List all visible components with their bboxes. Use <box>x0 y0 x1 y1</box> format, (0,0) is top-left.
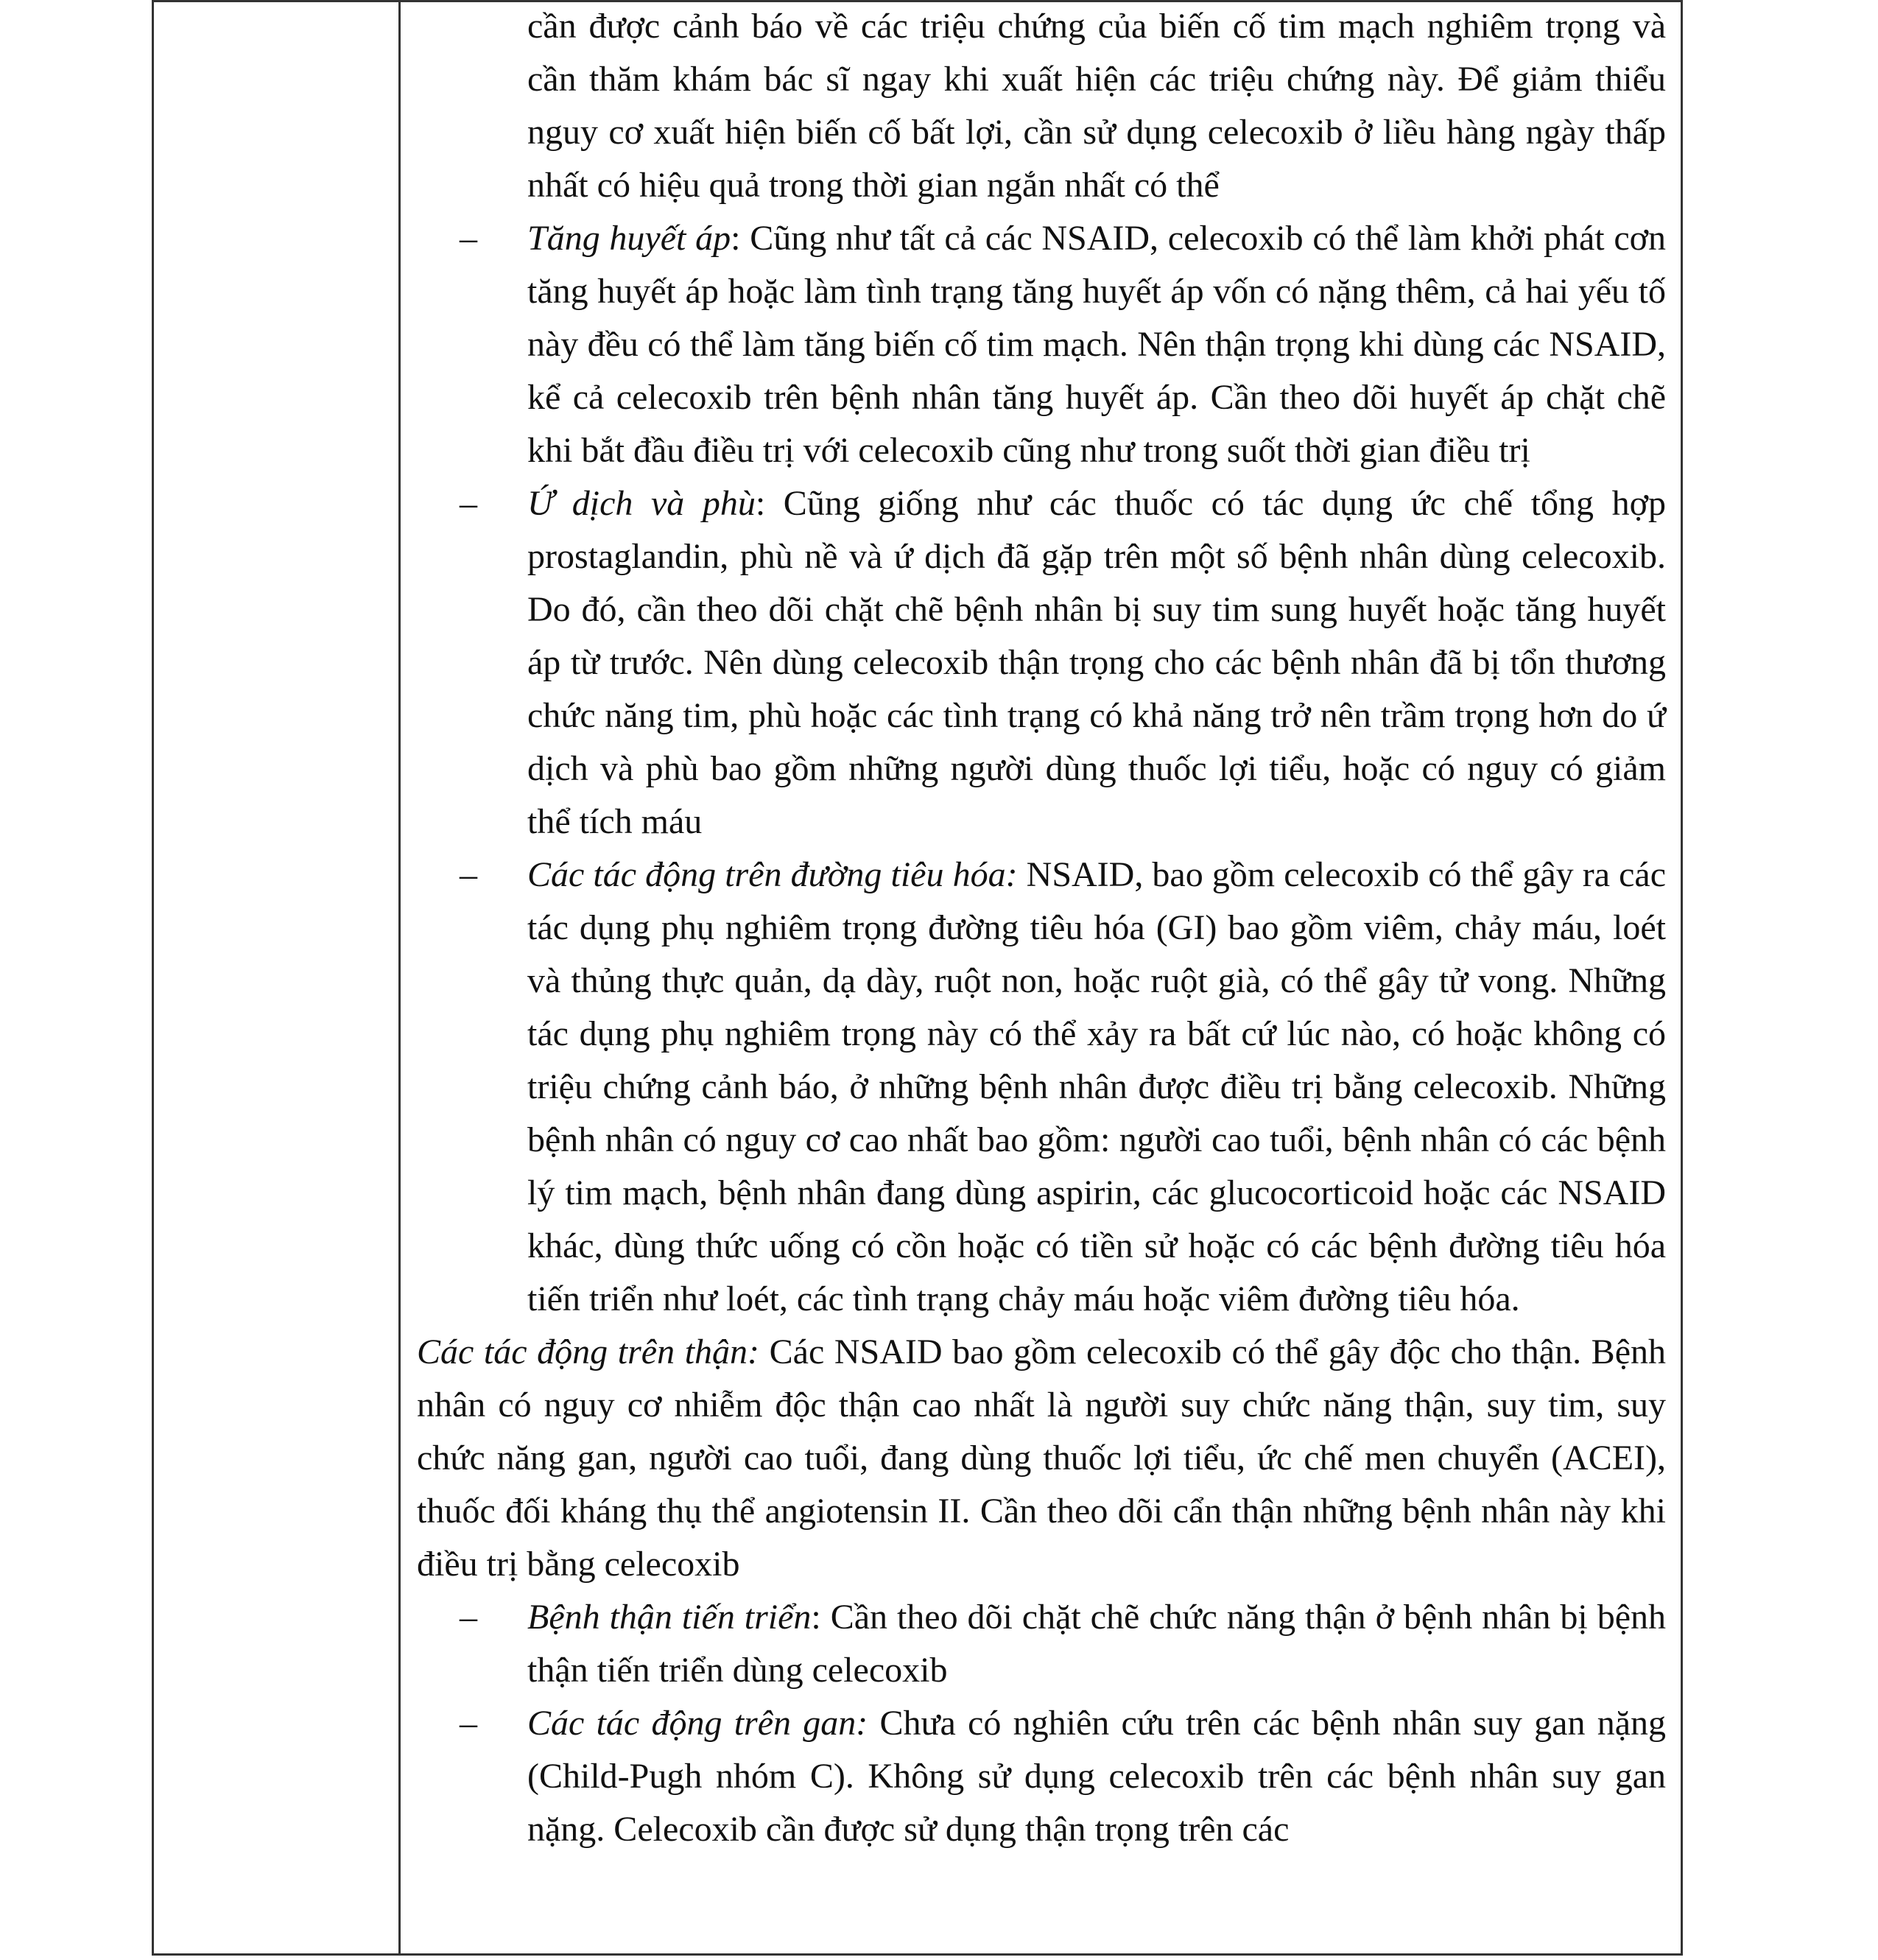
renal-text: Các NSAID bao gồm celecoxib có thể gây độc cho thận. Bệnh nhân có nguy cơ nhiễm độc thận cao nhất là người suy chức năng thận, suy tim, suy chức năng gan, người cao tuổi, đang dùng thuốc lợi tiểu, ức chế men chuyển (ACEI), thuốc đối kháng thụ thể angiotensin II. Cần theo dõi cẩn thận những bệnh nhân này khi điều trị bằng celecoxib <box>417 1332 1666 1584</box>
table-cell-content <box>417 0 1666 1856</box>
dash-bullet: – <box>460 1598 477 1637</box>
dash-bullet: – <box>460 484 477 523</box>
list-item-title: Các tác động trên đường tiêu hóa: <box>527 855 1018 894</box>
dash-bullet: – <box>460 855 477 894</box>
list-item <box>417 212 1666 477</box>
list-item-body <box>527 1591 1666 1697</box>
list-item <box>417 1591 1666 1697</box>
list-item-text: NSAID, bao gồm celecoxib có thể gây ra các tác dụng phụ nghiêm trọng đường tiêu hóa (GI) bao gồm viêm, chảy máu, loét và thủng thực quản, dạ dày, ruột non, hoặc ruột già, có thể gây tử vong. Những tác dụng phụ nghiêm trọng này có thể xảy ra bất cứ lúc nào, có hoặc không có triệu chứng cảnh báo, ở những bệnh nhân được điều trị bằng celecoxib. Những bệnh nhân có nguy cơ cao nhất bao gồm: người cao tuổi, bệnh nhân có các bệnh lý tim mạch, bệnh nhân đang dùng aspirin, các glucocorticoid hoặc các NSAID khác, dùng thức uống có cồn hoặc có tiền sử hoặc có các bệnh đường tiêu hóa tiến triển như loét, các tình trạng chảy máu hoặc viêm đường tiêu hóa. <box>527 855 1667 1318</box>
list-item-text: Chưa có nghiên cứu trên các bệnh nhân suy gan nặng (Child-Pugh nhóm C). Không sử dụng celecoxib trên các bệnh nhân suy gan nặng. Celecoxib cần được sử dụng thận trọng trên các <box>527 1704 1666 1849</box>
list-item-separator <box>868 1704 879 1743</box>
dash-bullet: – <box>460 1704 477 1743</box>
list-item-body <box>527 849 1666 1326</box>
renal-title: Các tác động trên thận: <box>417 1332 760 1371</box>
continuation-paragraph: cần được cảnh báo về các triệu chứng của biến cố tim mạch nghiêm trọng và cần thăm khám bác sĩ ngay khi xuất hiện các triệu chứng này. Để giảm thiểu nguy cơ xuất hiện biến cố bất lợi, cần sử dụng celecoxib ở liều hàng ngày thấp nhất có hiệu quả trong thời gian ngắn nhất có thể <box>527 7 1666 205</box>
list-item-title: Tăng huyết áp <box>527 219 731 258</box>
column-divider <box>398 0 401 1956</box>
list-item-separator: : <box>731 219 750 258</box>
list-item-separator: : <box>755 484 784 523</box>
list-item-body <box>527 212 1666 477</box>
list-item-title: Các tác động trên gan: <box>527 1704 868 1743</box>
list-item <box>417 477 1666 849</box>
list-item-body <box>527 477 1666 849</box>
list-item <box>417 849 1666 1326</box>
list-item-title: Bệnh thận tiến triển <box>527 1598 812 1637</box>
renal-paragraph <box>417 1326 1666 1591</box>
list-item-separator: : <box>811 1598 831 1637</box>
list-item-text: Cũng giống như các thuốc có tác dụng ức chế tổng hợp prostaglandin, phù nề và ứ dịch đã gặp trên một số bệnh nhân dùng celecoxib. Do đó, cần theo dõi chặt chẽ bệnh nhân bị suy tim sung huyết hoặc tăng huyết áp từ trước. Nên dùng celecoxib thận trọng cho các bệnh nhân đã bị tổn thương chức năng tim, phù hoặc các tình trạng có khả năng trở nên trầm trọng hơn do ứ dịch và phù bao gồm những người dùng thuốc lợi tiểu, hoặc có nguy có giảm thể tích máu <box>527 484 1666 841</box>
list-item-text: Cần theo dõi chặt chẽ chức năng thận ở bệnh nhân bị bệnh thận tiến triển dùng celecoxib <box>527 1598 1666 1690</box>
list-item-body <box>527 1697 1666 1856</box>
list-item <box>417 1697 1666 1856</box>
list-item-title: Ứ dịch và phù <box>527 484 756 523</box>
list-item-text: Cũng như tất cả các NSAID, celecoxib có thể làm khởi phát cơn tăng huyết áp hoặc làm tình trạng tăng huyết áp vốn có nặng thêm, cả hai yếu tố này đều có thể làm tăng biến cố tim mạch. Nên thận trọng khi dùng các NSAID, kể cả celecoxib trên bệnh nhân tăng huyết áp. Cần theo dõi huyết áp chặt chẽ khi bắt đầu điều trị với celecoxib cũng như trong suốt thời gian điều trị <box>527 219 1667 470</box>
list-item-separator <box>1018 855 1027 894</box>
dash-bullet: – <box>460 219 477 258</box>
